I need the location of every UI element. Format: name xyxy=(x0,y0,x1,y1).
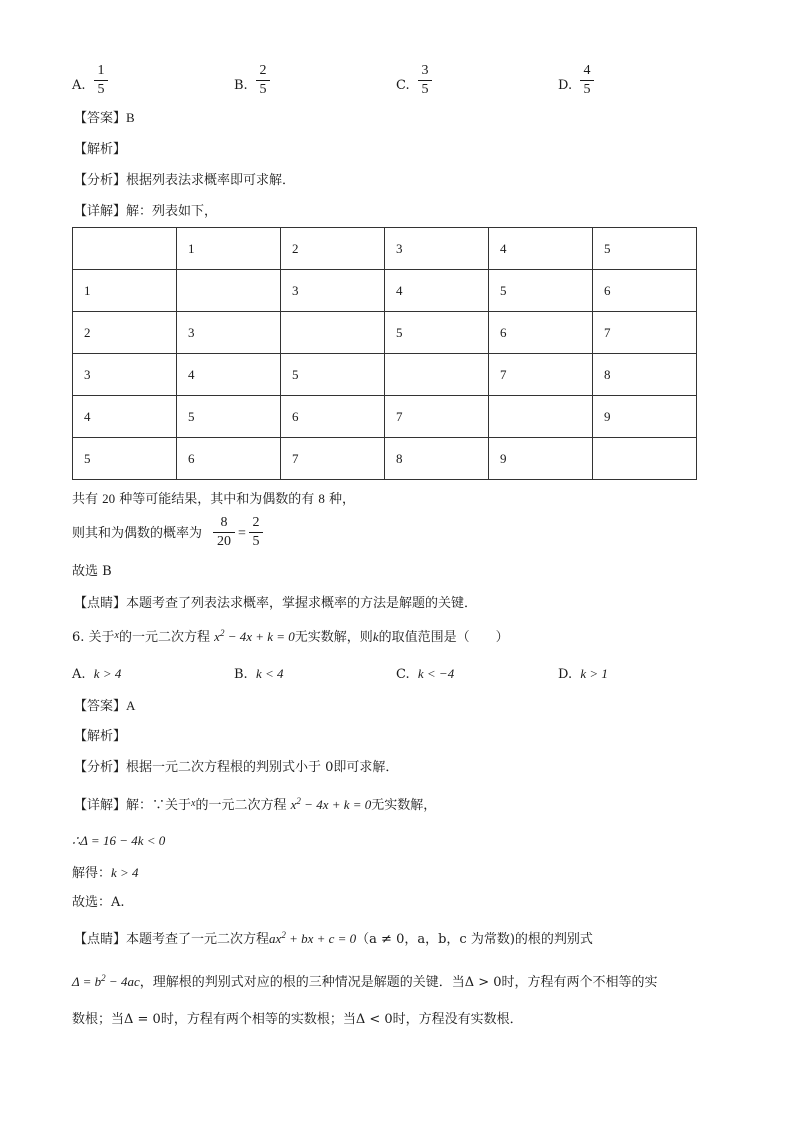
q6-option-a-text: k > 4 xyxy=(93,666,122,681)
q5-option-b-den: 5 xyxy=(259,82,267,97)
table-cell xyxy=(281,312,385,354)
xiangjie-prefix: 解：∵关于 xyxy=(126,798,192,813)
q6-option-b-text: k < 4 xyxy=(255,666,284,681)
q5-option-b-num: 2 xyxy=(259,63,267,78)
q5-option-d-letter: D. xyxy=(558,78,573,93)
summary-prefix: 共有 xyxy=(72,492,103,507)
q5-option-d-num: 4 xyxy=(583,63,591,78)
table-cell: 3 xyxy=(73,354,177,396)
eq-lhs: ax xyxy=(269,931,282,946)
q6-stem-mid2: 无实数解，则 xyxy=(294,630,373,645)
q5-option-b-letter: B. xyxy=(234,78,248,93)
eq-lhs: x xyxy=(214,629,220,644)
q6-choose: 故选：A. xyxy=(72,895,125,910)
table-cell: 7 xyxy=(593,312,697,354)
q5-fenxi-line xyxy=(74,174,295,187)
q6-option-a xyxy=(72,667,121,681)
q6-option-c-text: k < −4 xyxy=(417,666,455,681)
prob-equals: = xyxy=(238,526,246,541)
table-cell: 6 xyxy=(281,396,385,438)
table-cell: 5 xyxy=(489,270,593,312)
dianjing-tag: 【点睛】 xyxy=(74,596,127,611)
q6-dianjing-line3: 数根；当Δ = 0时，方程有两个相等的实数根；当Δ < 0时，方程没有实数根． xyxy=(72,1012,523,1027)
summary-suffix: 种， xyxy=(324,492,356,507)
prob-frac1-num: 8 xyxy=(220,515,228,530)
table-cell xyxy=(489,396,593,438)
table-cell: 7 xyxy=(489,354,593,396)
xiangjie-suffix: 无实数解， xyxy=(371,798,437,813)
q6-stem-suffix: 的取值范围是（ ） xyxy=(378,630,509,645)
table-cell: 6 xyxy=(177,438,281,480)
q6-stem-k: k xyxy=(372,629,379,644)
q5-summary-line xyxy=(72,492,355,506)
fenxi-tag: 【分析】 xyxy=(74,760,127,775)
summary-even: 8 xyxy=(318,491,325,506)
xiangjie-tag: 【详解】 xyxy=(74,204,127,219)
eq-rest: − 4x + k = 0 xyxy=(224,629,295,644)
table-cell: 2 xyxy=(73,312,177,354)
fenxi-text: 根据一元二次方程根的判别式小于 0即可求解． xyxy=(126,760,399,775)
table-cell xyxy=(73,228,177,270)
q5-option-c-fraction xyxy=(416,62,434,99)
table-cell xyxy=(593,438,697,480)
prob-fraction-2 xyxy=(247,514,265,551)
dianjing-tag: 【点睛】 xyxy=(74,932,127,947)
table-cell xyxy=(177,270,281,312)
eq-rest: + bx + c = 0 xyxy=(285,931,357,946)
answer-tag: 【答案】 xyxy=(74,699,127,714)
table-row xyxy=(73,438,697,480)
disc-formula xyxy=(72,974,140,989)
solve-label: 解得： xyxy=(72,866,112,881)
table-cell: 7 xyxy=(385,396,489,438)
table-cell: 2 xyxy=(281,228,385,270)
eq-rest: − 4x + k = 0 xyxy=(300,797,372,812)
table-row xyxy=(73,396,697,438)
q5-dianjing-line xyxy=(74,597,477,610)
disc-rest: − 4ac xyxy=(105,974,140,989)
q5-xiangjie-line xyxy=(74,205,217,218)
dianjing-text: 本题考查了列表法求概率，掌握求概率的方法是解题的关键． xyxy=(126,596,478,611)
table-row xyxy=(73,228,697,270)
table-cell: 5 xyxy=(593,228,697,270)
q6-jiexi-tag: 【解析】 xyxy=(74,729,127,744)
xiangjie-text: 解：列表如下， xyxy=(126,204,218,219)
answer-value: A xyxy=(126,698,136,713)
table-cell: 6 xyxy=(593,270,697,312)
q5-choose: 故选 B xyxy=(72,564,112,579)
q6-stem xyxy=(72,630,509,644)
q6-stem-mid: 的一元二次方程 xyxy=(119,630,211,645)
dianjing-equation xyxy=(269,931,356,946)
q6-fenxi-line xyxy=(74,761,398,774)
table-cell: 4 xyxy=(385,270,489,312)
q6-therefore: ∴Δ = 16 − 4k < 0 xyxy=(72,833,166,848)
q6-option-b xyxy=(234,667,284,681)
table-cell: 8 xyxy=(593,354,697,396)
table-cell: 3 xyxy=(177,312,281,354)
eq-exp: 2 xyxy=(219,628,225,638)
fenxi-text: 根据列表法求概率即可求解． xyxy=(126,173,296,188)
q5-answer-line xyxy=(74,111,135,125)
xiangjie-var: x xyxy=(191,798,196,809)
summary-total: 20 xyxy=(102,491,116,506)
prob-frac2-num: 2 xyxy=(252,515,260,530)
q5-option-c-den: 5 xyxy=(421,82,429,97)
table-row xyxy=(73,312,697,354)
q6-option-c-letter: C. xyxy=(396,667,410,682)
table-cell: 9 xyxy=(593,396,697,438)
table-cell: 3 xyxy=(385,228,489,270)
table-cell: 4 xyxy=(177,354,281,396)
eq-lhs: x xyxy=(290,797,297,812)
answer-tag: 【答案】 xyxy=(74,111,127,126)
q6-xiangjie-line xyxy=(74,798,436,812)
table-row xyxy=(73,354,697,396)
sum-table xyxy=(72,227,697,480)
answer-value: B xyxy=(126,110,135,125)
q5-option-c-num: 3 xyxy=(421,63,429,78)
q6-stem-prefix: 6. 关于 xyxy=(72,630,115,645)
q6-stem-var: x xyxy=(114,630,119,641)
q6-option-b-letter: B. xyxy=(234,667,248,682)
prob-frac2-den: 5 xyxy=(252,534,260,549)
dianjing-prefix: 本题考查了一元二次方程 xyxy=(126,932,270,947)
q5-option-a-num: 1 xyxy=(97,63,105,78)
disc-lhs: Δ = b xyxy=(72,974,102,989)
q5-option-d-fraction xyxy=(578,62,596,99)
table-cell: 5 xyxy=(385,312,489,354)
q6-option-c xyxy=(396,667,454,681)
q5-option-a-den: 5 xyxy=(97,82,105,97)
table-cell: 4 xyxy=(489,228,593,270)
prob-fraction-1 xyxy=(211,514,237,551)
q5-option-c-letter: C. xyxy=(396,78,410,93)
table-row xyxy=(73,270,697,312)
solve-value: k > 4 xyxy=(111,865,139,880)
fenxi-tag: 【分析】 xyxy=(74,173,127,188)
table-cell: 9 xyxy=(489,438,593,480)
dianjing-cond: （a ≠ 0，a，b，c 为常数)的根的判别式 xyxy=(356,932,593,947)
table-cell xyxy=(385,354,489,396)
q5-option-a-fraction xyxy=(92,62,110,99)
table-cell: 4 xyxy=(73,396,177,438)
xiangjie-tag: 【详解】 xyxy=(74,798,127,813)
prob-frac1-den: 20 xyxy=(217,534,231,549)
table-cell: 5 xyxy=(281,354,385,396)
summary-mid: 种等可能结果，其中和为偶数的有 xyxy=(115,492,319,507)
q5-option-b-fraction xyxy=(254,62,272,99)
q6-dianjing-line xyxy=(74,932,593,946)
q6-stem-equation xyxy=(214,629,295,644)
table-cell: 7 xyxy=(281,438,385,480)
xiangjie-equation xyxy=(291,797,372,812)
q6-option-d xyxy=(558,667,608,681)
table-cell: 6 xyxy=(489,312,593,354)
eq-exp: 2 xyxy=(281,930,286,940)
q6-option-d-text: k > 1 xyxy=(580,666,608,681)
q5-prob-prefix: 则其和为偶数的概率为 xyxy=(72,526,203,541)
q6-solve-line xyxy=(72,866,139,880)
q6-dianjing-line2 xyxy=(72,975,658,989)
xiangjie-mid: 的一元二次方程 xyxy=(195,798,287,813)
q6-answer-line xyxy=(74,699,135,713)
line2-text: ，理解根的判别式对应的根的三种情况是解题的关键．当Δ > 0时，方程有两个不相等的实 xyxy=(139,975,658,990)
table-cell: 5 xyxy=(73,438,177,480)
eq-exp: 2 xyxy=(296,796,301,806)
table-cell: 1 xyxy=(177,228,281,270)
table-cell: 3 xyxy=(281,270,385,312)
table-cell: 5 xyxy=(177,396,281,438)
q6-option-d-letter: D. xyxy=(558,667,573,682)
table-cell: 1 xyxy=(73,270,177,312)
table-cell: 8 xyxy=(385,438,489,480)
q5-option-d-den: 5 xyxy=(583,82,591,97)
q6-option-a-letter: A. xyxy=(72,667,86,682)
q5-option-a-letter: A. xyxy=(72,78,86,93)
q5-jiexi-tag: 【解析】 xyxy=(74,142,127,157)
disc-exp: 2 xyxy=(101,973,106,983)
